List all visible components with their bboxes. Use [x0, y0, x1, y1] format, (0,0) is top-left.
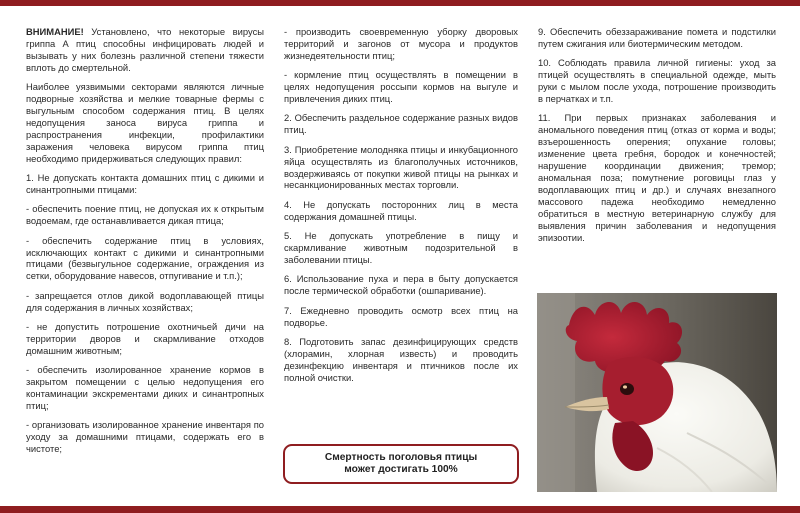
bottom-border: [0, 506, 800, 513]
chicken-photo: [537, 293, 777, 492]
rule-1-bullet-3: - запрещается отлов дикой водоплавающей птицы для содержания в личных хозяйствах;: [26, 289, 264, 313]
rule-11: 11. При первых признаках заболевания и аномального поведения птиц (отказ от корма и воды; взъерошенность оперения; опухание головы; изменение цвета гребня, бородок и конечностей; нарушение координации движения; тремор; аномальная поза; помутнение роговицы глаз у водоплавающих птиц и др.) и случаях внезапного массового падежа необходимо немедленно обратиться в местную ветеринарную службу для выявления причин заболевания и недопущения эпизоотии.: [538, 112, 776, 243]
callout-line-2: может достигать 100%: [344, 464, 458, 475]
rule-2: 2. Обеспечить раздельное содержание разных видов птиц.: [284, 112, 518, 136]
column-left: [26, 26, 264, 463]
rule-1-bullet-6: - организовать изолированное хранение инвентаря по уходу за домашними птицами, содержать его в чистоте;: [26, 419, 264, 455]
rule-10: 10. Соблюдать правила личной гигиены: уход за птицей осуществлять в специальной одежде, мыть руки с мылом после ухода, потрошение производить в перчатках и т.п.: [538, 57, 776, 105]
rule-1-bullet-7: - производить своевременную уборку дворовых территорий и загонов от мусора и продуктов жизнедеятельности птиц;: [284, 26, 518, 61]
top-border: [0, 0, 800, 6]
rule-9: 9. Обеспечить обеззараживание помета и подстилки путем сжигания или биотермическим методом.: [538, 26, 776, 49]
rule-8: 8. Подготовить запас дезинфицирующих средств (хлорамин, хлорная известь) и проводить дезинфекцию инвентаря и птичников после их полной очистки.: [284, 336, 518, 383]
rule-3: 3. Приобретение молодняка птицы и инкубационного яйца осуществлять из благополучных источников, воздерживаясь от покупки живой птицы на рынках и несанкционированных местах торговли.: [284, 143, 518, 191]
rule-1-bullet-4: - не допустить потрошение охотничьей дичи на территории дворов и скармливание отходов домашним животным;: [26, 321, 264, 356]
rule-1-bullet-5: - обеспечить изолированное хранение кормов в закрытом помещении с целью недопущения его контаминации экскрементами диких и синантропных птиц;: [26, 364, 264, 411]
mortality-callout: [283, 444, 519, 484]
chicken-illustration: [537, 293, 777, 492]
callout-line-1: Смертность поголовья птицы: [324, 451, 478, 463]
rule-6: 6. Использование пуха и пера в быту допускается после термической обработки (ошпаривание).: [284, 273, 518, 297]
intro-paragraph: Наиболее уязвимыми секторами являются личные подворные хозяйства и мелкие товарные фермы с выгульным способом содержания птиц. В целях недопущения заноса вируса гриппа и распространения инфекции, профилактики заражения человека вирусом гриппа птиц необходимо придерживаться следующих правил:: [26, 81, 264, 164]
rule-7: 7. Ежедневно проводить осмотр всех птиц на подворье.: [284, 304, 518, 328]
rule-1: 1. Не допускать контакта домашних птиц с дикими и синантропными птицами:: [26, 171, 264, 195]
warning-text: Установлено, что некоторые вирусы гриппа А птиц способны инфицировать людей и вызывать у них болезнь различной степени тяжести вплоть до смертельной.: [26, 26, 264, 73]
warning-paragraph: [26, 26, 264, 74]
warning-label: ВНИМАНИЕ!: [26, 26, 84, 37]
rule-4: 4. Не допускать посторонних лиц в места содержания домашней птицы.: [284, 198, 518, 222]
rule-1-bullet-8: - кормление птиц осуществлять в помещении в целях недопущения россыпи кормов на выгуле и привлечения диких птиц.: [284, 69, 518, 105]
column-right: [538, 26, 776, 251]
rule-5: 5. Не допускать употребление в пищу и скармливание животным подозрительной в заболевании птицы.: [284, 230, 518, 265]
rule-1-bullet-1: - обеспечить поение птиц, не допуская их к открытым водоемам, где останавливается дикая птица;: [26, 203, 264, 227]
column-middle: [284, 26, 518, 391]
rule-1-bullet-2: - обеспечить содержание птиц в условиях, исключающих контакт с дикими и синантропными птицами (безвыгульное содержание, ограждения из сетки, оборудование навесов, отпугивание и т.п.);: [26, 234, 264, 282]
